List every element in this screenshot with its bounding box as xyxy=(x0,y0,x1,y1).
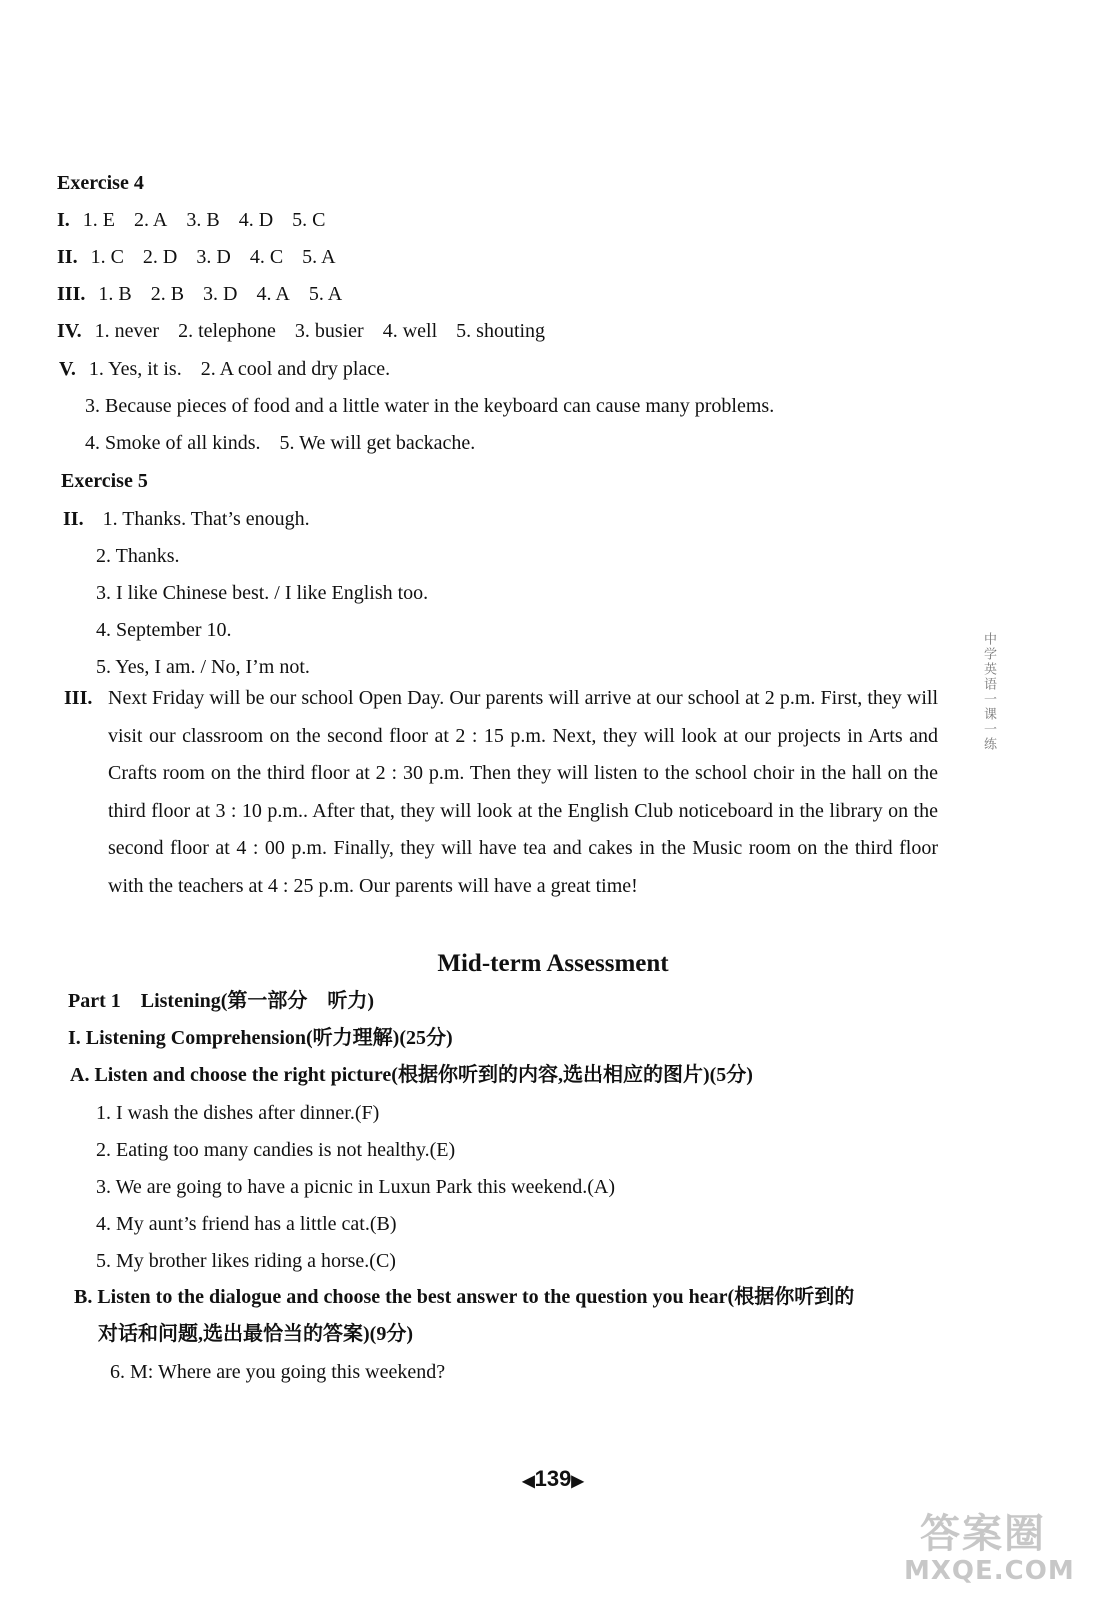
answer: 2. B xyxy=(150,283,185,305)
answer: 4. C xyxy=(249,246,284,268)
section-b-heading: B. Listen to the dialogue and choose the best answer to the question you hear(根据你听到的 xyxy=(74,1286,855,1308)
answer: 2. telephone xyxy=(178,320,276,342)
side-book-title: 中学英语一课一练 xyxy=(982,632,997,752)
row-number: II. xyxy=(63,508,84,530)
answer: 2. A cool and dry place. xyxy=(200,358,391,380)
ex4-row-5 xyxy=(59,356,390,382)
ex4-row-1 xyxy=(57,207,326,233)
page-number-value: 139 xyxy=(534,1466,572,1491)
ex4-row-4 xyxy=(57,318,545,344)
section-b-heading-cont: 对话和问题,选出最恰当的答案)(9分) xyxy=(98,1323,413,1345)
section-a-heading: A. Listen and choose the right picture(根据你听到的内容,选出相应的图片)(5分) xyxy=(70,1064,753,1086)
section-title: Mid-term Assessment xyxy=(437,950,669,977)
exercise-5-heading: Exercise 5 xyxy=(61,470,148,492)
answer: 3. busier xyxy=(294,320,364,342)
answer: 1. C xyxy=(90,246,124,268)
answer: 5. shouting xyxy=(456,320,546,342)
watermark-url: MXQE.COM xyxy=(904,1556,1075,1586)
watermark-logo xyxy=(900,1498,1096,1594)
ex5-row-2-answer-2: 2. Thanks. xyxy=(96,545,180,567)
ex5-row-2-answer-5: 5. Yes, I am. / No, I’m not. xyxy=(96,656,310,678)
row-number: I. xyxy=(57,209,70,231)
page-number xyxy=(0,1466,1106,1492)
answer: 2. D xyxy=(142,246,178,268)
answer: 1. never xyxy=(94,320,160,342)
answer: 5. A xyxy=(308,283,343,305)
ex5-row-2-answer-3: 3. I like Chinese best. / I like English too. xyxy=(96,582,429,604)
ex4-row-3 xyxy=(57,281,342,307)
left-triangle-icon: ◀ xyxy=(522,1473,535,1490)
answer: 2. A xyxy=(134,209,168,231)
listening-answer-5: 5. My brother likes riding a horse.(C) xyxy=(96,1250,396,1272)
answer: 1. E xyxy=(82,209,116,231)
answer: 5. We will get backache. xyxy=(279,432,476,454)
ex5-row-2 xyxy=(63,506,310,532)
row-number: II. xyxy=(57,246,78,268)
right-triangle-icon: ▶ xyxy=(571,1473,584,1490)
part-1-heading: Part 1 Listening(第一部分 听力) xyxy=(68,990,375,1012)
ex4-row-2 xyxy=(57,244,336,270)
answer: 3. B xyxy=(186,209,220,231)
row-number: III. xyxy=(64,687,93,709)
watermark-top-text: 答案圈 xyxy=(920,1511,1046,1557)
answer: 4. D xyxy=(238,209,274,231)
answer: 4. A xyxy=(256,283,290,305)
ex5-row-2-answer-4: 4. September 10. xyxy=(96,619,232,641)
row-number: IV. xyxy=(57,320,82,342)
answer: 1. Yes, it is. xyxy=(88,358,182,380)
row-number: V. xyxy=(59,358,76,380)
ex4-row-5-answers-4-5 xyxy=(85,430,475,456)
row-number: III. xyxy=(57,283,86,305)
answer: 1. Thanks. That’s enough. xyxy=(102,508,310,530)
answer: 4. Smoke of all kinds. xyxy=(85,432,261,454)
paragraph-text: Next Friday will be our school Open Day. Our parents will arrive at our school at 2 p.m. First, they will visit our classroom on the second floor at 2 : 15 p.m. Next, they will look at our projects in Arts and Crafts room on the third floor at 2 : 30 p.m. Then they will listen to the school choir in the hall on the third floor at 3 : 10 p.m.. After that, they will look at the English Club noticeboard in the library on the second floor at 4 : 00 p.m. Finally, they will have tea and cakes in the Music room on the third floor with the teachers at 4 : 25 p.m. Our parents will have a great time! xyxy=(108,687,938,897)
answer: 3. D xyxy=(196,246,231,268)
answer: 5. A xyxy=(302,246,336,268)
listening-answer-2: 2. Eating too many candies is not healthy.(E) xyxy=(96,1139,456,1161)
answer: 3. D xyxy=(203,283,238,305)
ex4-row-5-answer-3: 3. Because pieces of food and a little water in the keyboard can cause many problems. xyxy=(85,395,775,417)
exercise-4-heading: Exercise 4 xyxy=(57,172,144,194)
question-6: 6. M: Where are you going this weekend? xyxy=(110,1361,446,1383)
ex5-row-3-paragraph xyxy=(64,680,938,906)
answer: 4. well xyxy=(382,320,438,342)
answer: 1. B xyxy=(98,283,132,305)
listening-comprehension-heading: I. Listening Comprehension(听力理解)(25分) xyxy=(68,1027,453,1049)
listening-answer-1: 1. I wash the dishes after dinner.(F) xyxy=(96,1102,380,1124)
listening-answer-4: 4. My aunt’s friend has a little cat.(B) xyxy=(96,1213,397,1235)
listening-answer-3: 3. We are going to have a picnic in Luxun Park this weekend.(A) xyxy=(96,1176,615,1198)
answer: 5. C xyxy=(292,209,326,231)
